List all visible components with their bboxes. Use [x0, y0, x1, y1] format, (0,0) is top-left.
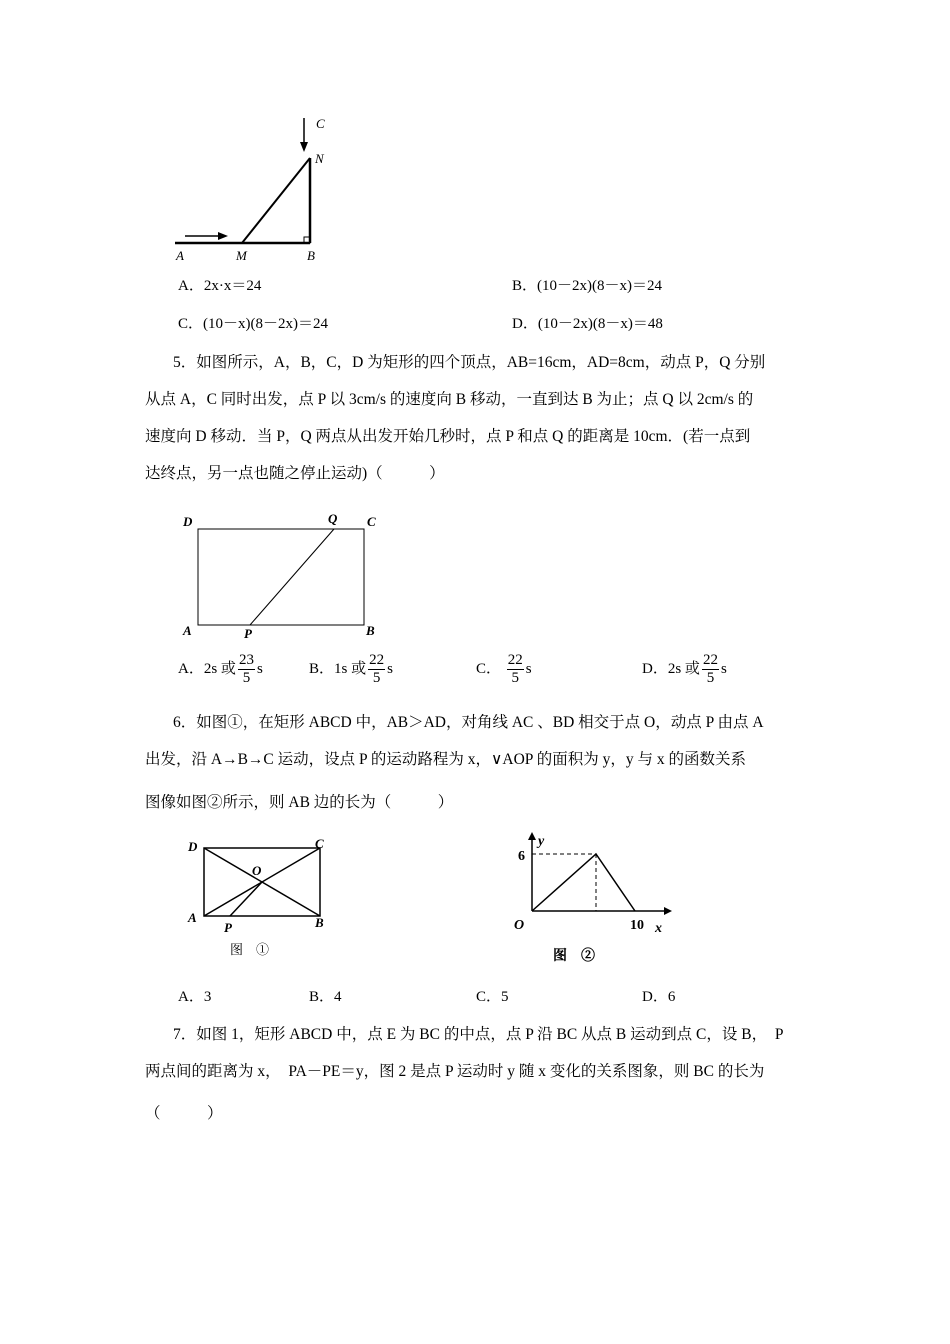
label-o: O [252, 863, 262, 878]
option-key: B． [512, 278, 538, 294]
q5-line-3: 速度向 D 移动．当 P，Q 两点从出发开始几秒时，点 P 和点 Q 的距离是 10cm．(若一点到 [145, 428, 751, 445]
q7-line-2: 两点间的距离为 x， PA－PE＝y，图 2 是点 P 运动时 y 随 x 变化的关系图象，则 BC 的长为 [145, 1063, 765, 1080]
y-axis-arrow-icon [528, 832, 536, 840]
denominator: 5 [372, 670, 381, 686]
q4-option-c[interactable] [178, 312, 328, 333]
fraction [507, 653, 524, 686]
option-unit: s [525, 660, 532, 677]
q7-line-3: （ ） [145, 1105, 223, 1122]
figure-caption: 图 ① [230, 942, 270, 957]
label-d: D [188, 839, 198, 854]
label-p: P [244, 626, 252, 641]
numerator: 22 [369, 652, 385, 668]
q6-figure-2 [500, 825, 680, 970]
q5-option-b[interactable] [309, 653, 393, 686]
segment-pq [250, 529, 334, 625]
q5-line-4: 达终点，另一点也随之停止运动)（ ） [145, 465, 445, 482]
y-axis-label: y [538, 834, 545, 849]
label-p: P [224, 920, 232, 935]
numerator: 23 [238, 652, 254, 668]
option-text: (10－2x)(8－x)＝24 [537, 278, 662, 294]
q6-option-a[interactable] [178, 985, 211, 1006]
option-text: (10－x)(8－2x)＝24 [203, 316, 328, 332]
q5-figure [175, 505, 395, 645]
denominator: 5 [511, 670, 520, 686]
denominator: 5 [242, 670, 251, 686]
option-text: 5 [501, 989, 509, 1005]
option-key: A． [178, 660, 204, 677]
q5-option-a[interactable] [178, 653, 263, 686]
option-unit: s [387, 660, 393, 677]
q5-option-c[interactable] [476, 653, 532, 686]
figure-caption: 图 ② [553, 949, 595, 964]
x-axis-arrow-icon [664, 907, 672, 915]
q6-line-3: 图像如图②所示，则 AB 边的长为（ ） [145, 794, 454, 811]
label-n: N [315, 151, 324, 166]
option-key: D． [642, 660, 668, 677]
q5-option-d[interactable] [642, 653, 727, 686]
y-tick-6: 6 [518, 849, 525, 864]
option-prefix: 2s 或 [667, 660, 700, 677]
option-prefix: 1s 或 [334, 660, 367, 677]
fraction [238, 653, 255, 686]
label-b: B [315, 915, 324, 930]
option-key: C． [178, 316, 204, 332]
option-key: A． [178, 278, 204, 294]
q4-option-a[interactable] [178, 274, 261, 295]
q6-option-c[interactable] [476, 985, 509, 1006]
rectangle-abcd [198, 529, 364, 625]
x-tick-10: 10 [630, 918, 644, 933]
q6-figure-1 [180, 830, 350, 965]
label-c: C [315, 836, 324, 851]
function-graph [532, 854, 635, 911]
numerator: 22 [507, 652, 523, 668]
label-q: Q [328, 511, 338, 526]
fraction [368, 653, 385, 686]
q5-line-1: 5．如图所示，A，B，C，D 为矩形的四个顶点，AB=16cm，AD=8cm，动点 P，Q 分别 [173, 354, 766, 371]
q6-line-1: 6．如图①，在矩形 ABCD 中，AB＞AD，对角线 AC 、BD 相交于点 O，动点 P 由点 A [173, 714, 764, 731]
segment-mn [242, 158, 310, 243]
label-c: C [316, 116, 325, 131]
option-text: 6 [667, 989, 676, 1005]
option-key: A． [178, 989, 204, 1005]
option-prefix: 2s 或 [203, 660, 236, 677]
option-unit: s [256, 660, 263, 677]
label-c: C [367, 514, 376, 529]
denominator: 5 [706, 670, 715, 686]
label-b: B [307, 248, 315, 263]
option-text: 4 [334, 989, 342, 1005]
origin-label: O [514, 918, 525, 933]
label-a: A [176, 248, 184, 263]
label-d: D [183, 514, 193, 529]
x-axis-label: x [655, 921, 662, 936]
label-b: B [366, 623, 375, 638]
label-a: A [183, 623, 192, 638]
q5-line-2: 从点 A，C 同时出发，点 P 以 3cm/s 的速度向 B 移动，一直到达 B 为止；点 Q 以 2cm/s 的 [145, 391, 754, 408]
option-key: D． [512, 316, 538, 332]
q6-option-b[interactable] [309, 985, 342, 1006]
option-key: B． [309, 660, 335, 677]
option-text: 3 [203, 989, 212, 1005]
option-text: (10－2x)(8－x)＝48 [537, 316, 663, 332]
segment-op [230, 882, 262, 916]
arrow-down-head-icon [300, 142, 308, 152]
option-key: C． [476, 660, 502, 677]
label-a: A [188, 910, 197, 925]
option-key: C． [476, 989, 502, 1005]
q4-option-d[interactable] [512, 312, 663, 333]
label-m: M [236, 248, 247, 263]
option-key: B． [309, 989, 335, 1005]
q6-option-d[interactable] [642, 985, 675, 1006]
numerator: 22 [702, 652, 718, 668]
q7-line-1: 7．如图 1，矩形 ABCD 中，点 E 为 BC 的中点，点 P 沿 BC 从点 B 运动到点 C，设 B， P [173, 1026, 784, 1043]
fraction [702, 653, 719, 686]
option-key: D． [642, 989, 668, 1005]
q6-line-2: 出发，沿 A→B→C 运动，设点 P 的运动路程为 x，∨AOP 的面积为 y，y 与 x 的函数关系 [145, 751, 746, 768]
q4-option-b[interactable] [512, 274, 662, 295]
q4-figure [170, 110, 350, 265]
arrow-right-head-icon [218, 232, 228, 240]
option-unit: s [720, 660, 727, 677]
option-text: 2x·x＝24 [203, 278, 262, 294]
